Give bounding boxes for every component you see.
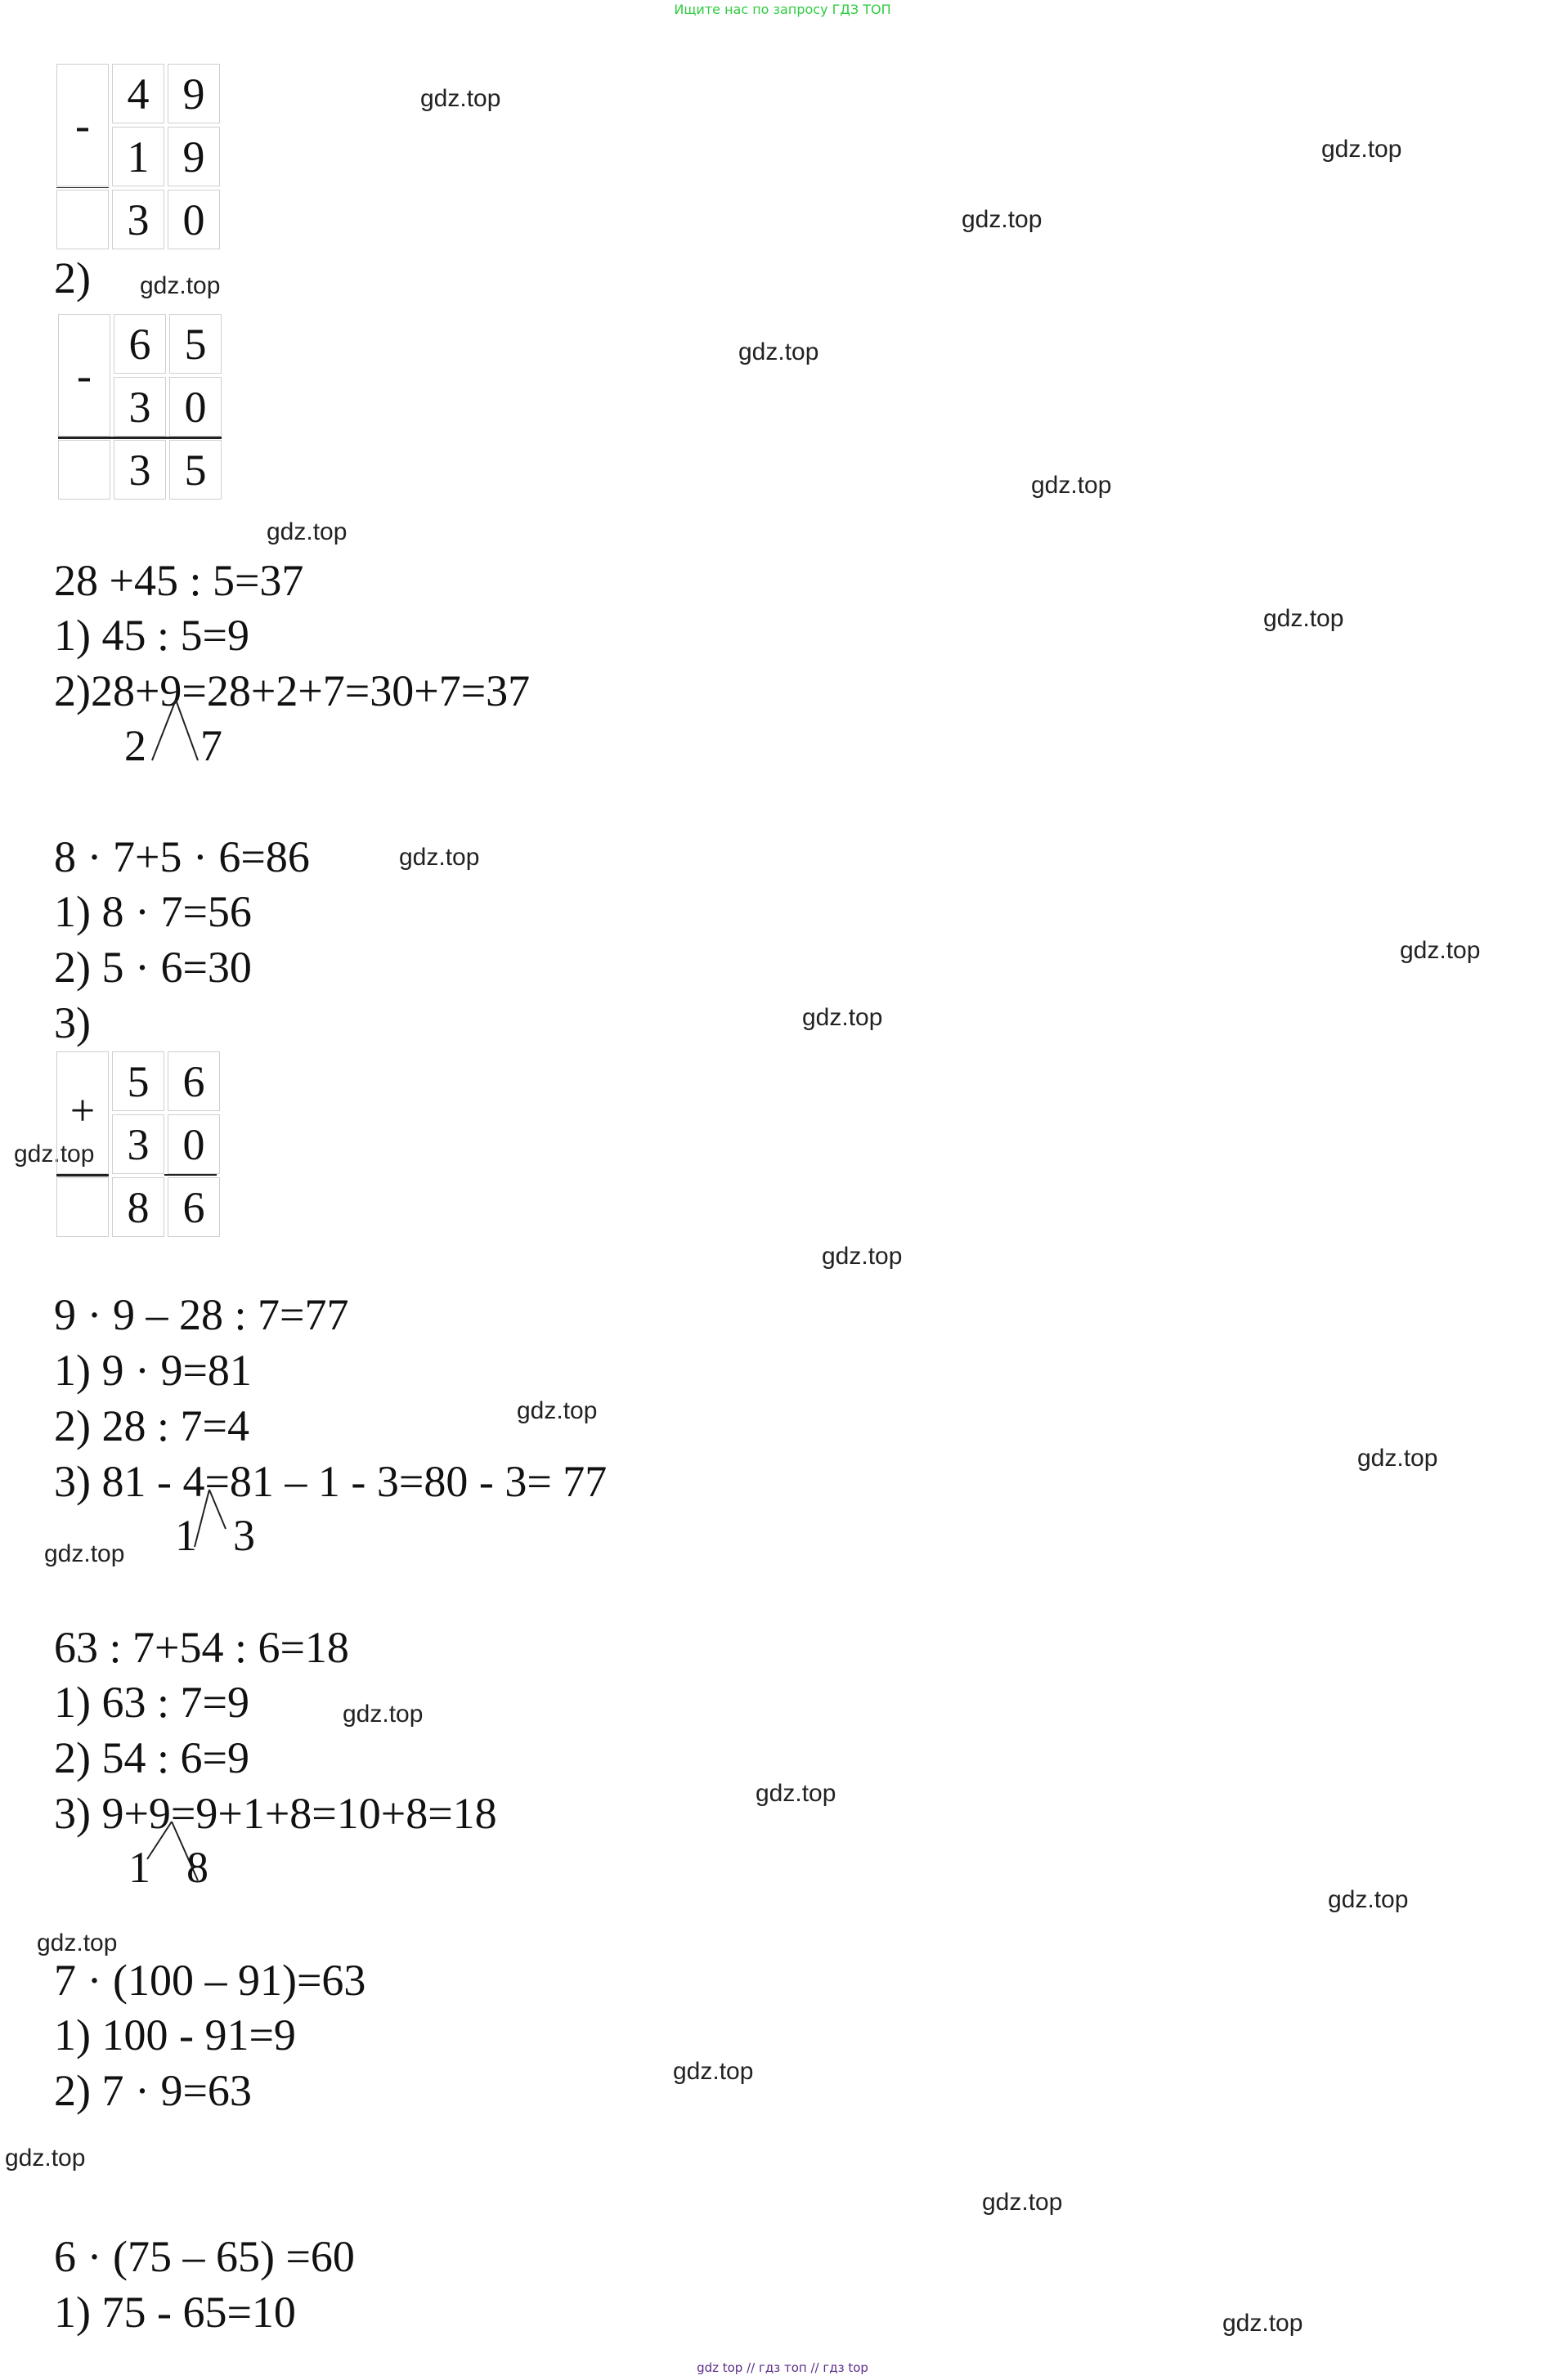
task1-step1: 1) 45 : 5=9	[54, 611, 249, 660]
watermark: gdz.top	[673, 2058, 754, 2085]
watermark: gdz.top	[962, 206, 1043, 233]
watermark: gdz.top	[1400, 937, 1481, 964]
digit-cell: 6	[168, 1051, 220, 1111]
split-part: 3	[233, 1511, 255, 1560]
digit-cell: 3	[112, 1114, 164, 1174]
watermark: gdz.top	[822, 1243, 903, 1270]
watermark: gdz.top	[5, 2145, 86, 2172]
watermark: gdz.top	[44, 1540, 125, 1567]
watermark: gdz.top	[738, 338, 819, 365]
site-banner[interactable]: Ищите нас по запросу ГДЗ ТОП	[674, 2, 891, 17]
digit-cell: 0	[168, 1114, 220, 1174]
watermark: gdz.top	[420, 85, 501, 112]
watermark: gdz.top	[1031, 472, 1112, 499]
digit-cell: 6	[168, 1177, 220, 1237]
task5-step1: 1) 100 - 91=9	[54, 2010, 296, 2060]
underline	[164, 1174, 217, 1176]
watermark: gdz.top	[267, 518, 348, 545]
watermark: gdz.top	[140, 272, 221, 299]
watermark: gdz.top	[1263, 605, 1344, 632]
task2-step3: 3)	[54, 998, 91, 1047]
watermark: gdz.top	[1357, 1445, 1438, 1472]
watermark: gdz.top	[399, 844, 480, 871]
task3-step1: 1) 9 · 9=81	[54, 1346, 252, 1395]
task1-expression: 28 +45 : 5=37	[54, 556, 304, 605]
task2-step1: 1) 8 · 7=56	[54, 887, 252, 936]
minus-sign: -	[58, 314, 110, 437]
task4-step2: 2) 54 : 6=9	[54, 1733, 249, 1782]
watermark: gdz.top	[1321, 136, 1402, 163]
watermark: gdz.top	[982, 2189, 1063, 2216]
digit-cell: 6	[114, 314, 166, 374]
digit-cell: 5	[169, 314, 222, 374]
task6-expression: 6 · (75 – 65) =60	[54, 2232, 355, 2281]
task4-step3: 3) 9+9=9+1+8=10+8=18	[54, 1789, 497, 1838]
step-label: 2)	[54, 253, 91, 303]
task5-expression: 7 · (100 – 91)=63	[54, 1956, 366, 2005]
task5-step2: 2) 7 · 9=63	[54, 2066, 252, 2115]
digit-cell: 3	[112, 190, 164, 249]
column-subtraction-2	[58, 314, 222, 500]
split-part: 1	[128, 1843, 150, 1892]
minus-sign: -	[56, 64, 109, 186]
watermark: gdz.top	[1222, 2310, 1303, 2337]
digit-cell: 0	[168, 190, 220, 249]
split-part: 1	[175, 1511, 197, 1560]
watermark: gdz.top	[517, 1397, 598, 1424]
task4-step1: 1) 63 : 7=9	[54, 1678, 249, 1727]
split-part: 2	[124, 721, 146, 770]
digit-cell: 5	[169, 440, 222, 500]
watermark: gdz.top	[1328, 1886, 1409, 1913]
digit-cell: 1	[112, 127, 164, 186]
watermark: gdz.top	[343, 1701, 424, 1728]
column-addition	[56, 1051, 220, 1237]
digit-cell: 3	[114, 440, 166, 500]
watermark: gdz.top	[37, 1930, 118, 1956]
task3-step2: 2) 28 : 7=4	[54, 1401, 249, 1450]
digit-cell: 8	[112, 1177, 164, 1237]
task2-step2: 2) 5 · 6=30	[54, 943, 252, 992]
underline	[58, 437, 222, 439]
task3-step3: 3) 81 - 4=81 – 1 - 3=80 - 3= 77	[54, 1457, 608, 1506]
watermark: gdz.top	[756, 1780, 836, 1807]
split-part: 8	[186, 1843, 209, 1892]
digit-cell: 5	[112, 1051, 164, 1111]
plus-sign: +	[56, 1051, 109, 1174]
empty-cell	[56, 1177, 109, 1237]
task3-expression: 9 · 9 – 28 : 7=77	[54, 1290, 349, 1339]
task4-expression: 63 : 7+54 : 6=18	[54, 1623, 349, 1672]
empty-cell	[56, 190, 109, 249]
digit-cell: 9	[168, 64, 220, 123]
underline	[56, 187, 109, 188]
watermark: gdz.top	[802, 1004, 883, 1031]
task6-step1: 1) 75 - 65=10	[54, 2288, 296, 2337]
digit-cell: 4	[112, 64, 164, 123]
digit-cell: 9	[168, 127, 220, 186]
digit-cell: 0	[169, 377, 222, 437]
watermark: gdz.top	[14, 1141, 95, 1168]
footer-links[interactable]: gdz top // гдз топ // гдз top	[697, 2360, 868, 2375]
decomposition-branch	[147, 1818, 221, 1888]
empty-cell	[58, 440, 110, 500]
task1-step2: 2)28+9=28+2+7=30+7=37	[54, 666, 531, 715]
split-part: 7	[200, 721, 222, 770]
column-subtraction-1	[56, 64, 220, 249]
digit-cell: 3	[114, 377, 166, 437]
underline	[56, 1174, 109, 1177]
decomposition-branch	[147, 697, 204, 766]
task2-expression: 8 · 7+5 · 6=86	[54, 832, 310, 881]
